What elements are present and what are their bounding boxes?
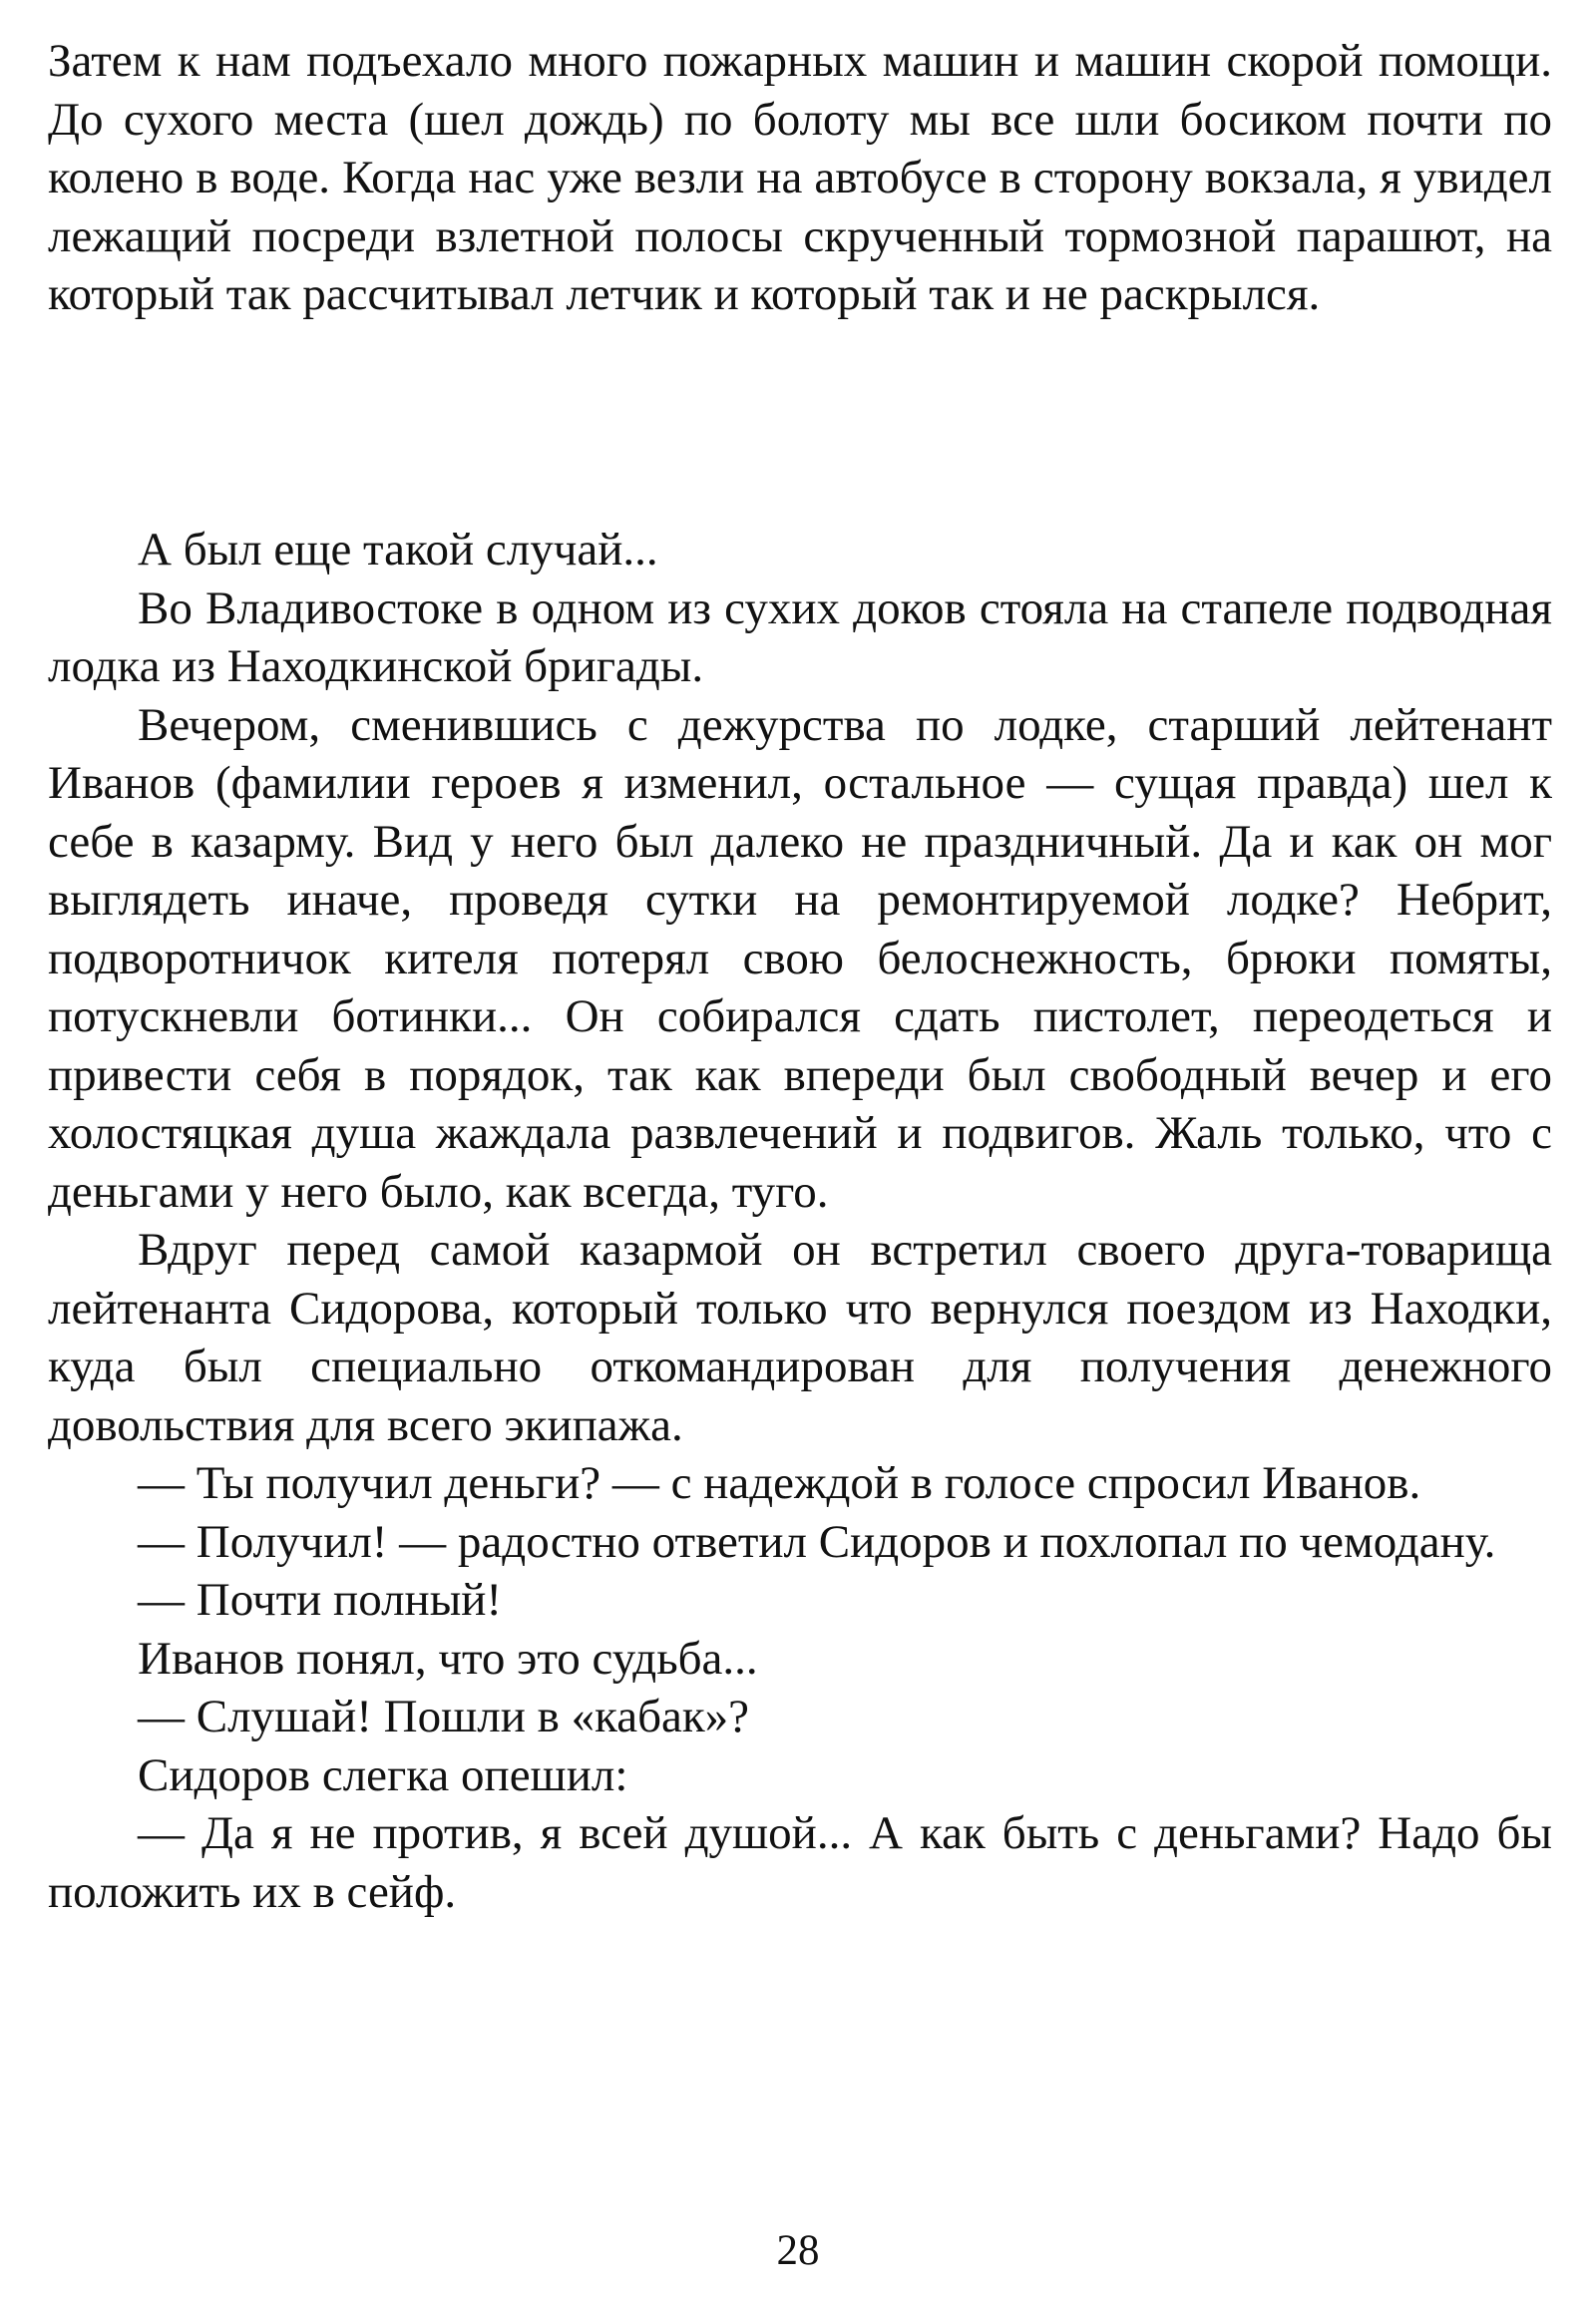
paragraph: — Ты получил деньги? — с надеждой в голосе спросил Иванов. xyxy=(138,1457,1421,1509)
paragraph: — Да я не против, я всей душой... А как быть с деньгами? Надо бы положить их в сейф. xyxy=(48,1807,1552,1918)
paragraph: Сидоров слегка опешил: xyxy=(138,1748,628,1801)
paragraph: — Получил! — радостно ответил Сидоров и похлопал по чемодану. xyxy=(138,1515,1496,1568)
text-section-main xyxy=(48,521,1552,1921)
paragraph: А был еще такой случай... xyxy=(138,524,658,575)
paragraph: Вдруг перед самой казармой он встретил своего друга-товарища лейтенанта Сидорова, который только что вернулся поездом из Находки, куда был специально откомандирован для получения денежного довольствия для всего экипажа. xyxy=(48,1224,1552,1451)
paragraph: Затем к нам подъехало много пожарных машин и машин скорой помощи. До сухого места (шел дождь) по болоту мы все шли босиком почти по колено в воде. Когда нас уже везли на автобусе в сторону вокзала, я увидел лежащий посреди взлетной полосы скрученный тормозной парашют, на который так рассчитывал летчик и который так и не раскрылся. xyxy=(48,35,1552,320)
text-section-top xyxy=(48,32,1552,324)
paragraph: — Почти полный! xyxy=(138,1574,503,1626)
page-number: 28 xyxy=(776,2227,820,2274)
paragraph: Вечером, сменившись с дежурства по лодке, старший лейтенант Иванов (фамилии героев я изменил, остальное — сущая правда) шел к себе в казарму. Вид у него был далеко не праздничный. Да и как он мог выглядеть иначе, проведя сутки на ремонтируемой лодке? Небрит, подворотничок кителя потерял свою белоснежность, брюки помяты, потускневли ботинки... Он собирался сдать пистолет, переодеться и привести себя в порядок, так как впереди был свободный вечер и его холостяцкая душа жаждала развлечений и подвигов. Жаль только, что с деньгами у него было, как всегда, туго. xyxy=(48,698,1552,1218)
paragraph: Во Владивостоке в одном из сухих доков стояла на стапеле подводная лодка из Находкинской бригады. xyxy=(48,581,1552,692)
paragraph: Иванов понял, что это судьба... xyxy=(138,1632,758,1685)
paragraph: — Слушай! Пошли в «кабак»? xyxy=(138,1691,750,1742)
